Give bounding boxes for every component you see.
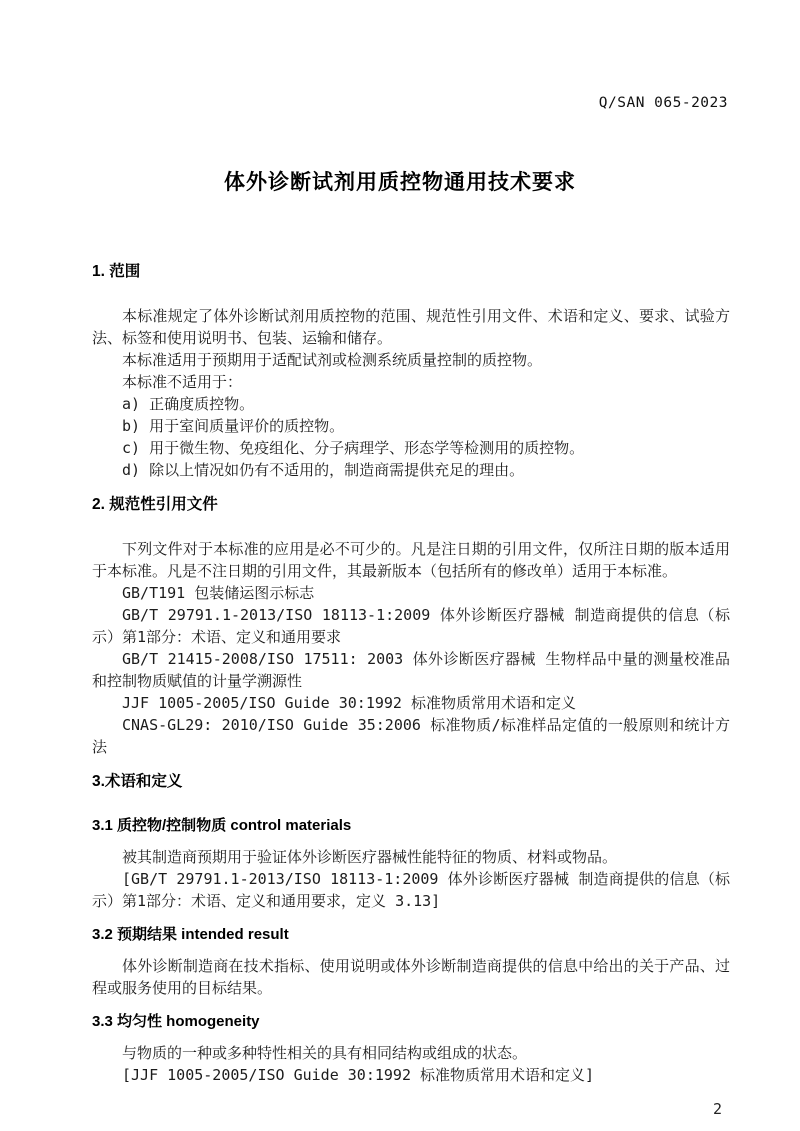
heading-scope: 1. 范围 [92,263,141,280]
page-number: 2 [712,1100,722,1118]
reference-entry: GB/T 29791.1-2013/ISO 18113-1:2009 体外诊断医疗器械 制造商提供的信息（标示）第1部分：术语、定义和通用要求 [92,606,730,646]
references-intro-paragraph: 下列文件对于本标准的应用是必不可少的。凡是注日期的引用文件，仅所注日期的版本适用于本标准。凡是不注日期的引用文件，其最新版本（包括所有的修改单）适用于本标准。 [92,540,730,580]
list-item-d: d) 除以上情况如仍有不适用的，制造商需提供充足的理由。 [122,461,525,479]
term-heading-3-3: 3.3 均匀性 homogeneity [92,1013,260,1030]
reference-entry: CNAS-GL29: 2010/ISO Guide 35:2006 标准物质/标准样品定值的一般原则和统计方法 [92,716,730,756]
heading-terms-definitions: 3.术语和定义 [92,773,183,790]
document-title: 体外诊断试剂用质控物通用技术要求 [224,171,576,194]
scope-paragraph: 本标准不适用于： [122,373,243,391]
definition-paragraph: 与物质的一种或多种特性相关的具有相同结构或组成的状态。 [122,1044,528,1062]
scope-paragraph: 本标准规定了体外诊断试剂用质控物的范围、规范性引用文件、术语和定义、要求、试验方法、标签和使用说明书、包装、运输和储存。 [92,307,730,347]
term-heading-3-2: 3.2 预期结果 intended result [92,926,289,943]
reference-entry: GB/T191 包装储运图示标志 [122,584,315,602]
definition-paragraph: 体外诊断制造商在技术指标、使用说明或体外诊断制造商提供的信息中给出的关于产品、过程或服务使用的目标结果。 [92,957,730,997]
term-heading-3-1: 3.1 质控物/控制物质 control materials [92,817,352,834]
scope-paragraph: 本标准适用于预期用于适配试剂或检测系统质量控制的质控物。 [122,351,543,369]
source-note: [JJF 1005-2005/ISO Guide 30:1992 标准物质常用术语和定义] [122,1066,595,1084]
reference-entry: GB/T 21415-2008/ISO 17511: 2003 体外诊断医疗器械 生物样品中量的测量校准品和控制物质赋值的计量学溯源性 [92,650,730,690]
definition-paragraph: 被其制造商预期用于验证体外诊断医疗器械性能特征的物质、材料或物品。 [122,848,618,866]
document-body [92,248,730,1086]
source-note: [GB/T 29791.1-2013/ISO 18113-1:2009 体外诊断医疗器械 制造商提供的信息（标示）第1部分：术语、定义和通用要求，定义 3.13] [92,870,730,910]
standard-code: Q/SAN 065-2023 [598,95,728,111]
list-item-c: c) 用于微生物、免疫组化、分子病理学、形态学等检测用的质控物。 [122,439,585,457]
list-item-b: b) 用于室间质量评价的质控物。 [122,417,345,435]
reference-entry: JJF 1005-2005/ISO Guide 30:1992 标准物质常用术语和定义 [122,694,576,712]
heading-normative-references: 2. 规范性引用文件 [92,496,218,513]
list-item-a: a) 正确度质控物。 [122,395,255,413]
